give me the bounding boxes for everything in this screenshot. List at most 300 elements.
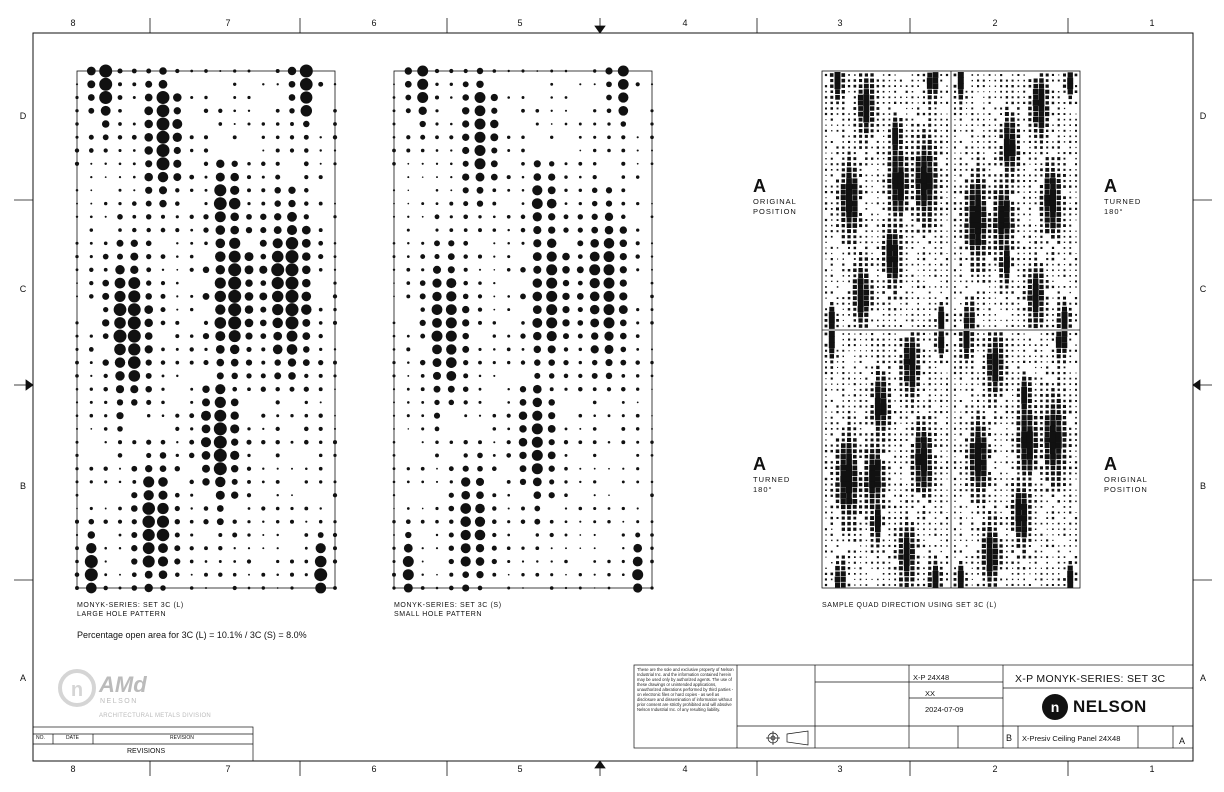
- perforation-hole: [590, 278, 600, 288]
- perforation-hole: [917, 85, 919, 87]
- perforation-hole: [1069, 383, 1071, 385]
- perforation-hole: [216, 491, 225, 500]
- perforation-hole: [853, 263, 856, 266]
- perforation-hole: [305, 521, 307, 523]
- perforation-hole: [976, 421, 980, 425]
- zone-row-d: D: [19, 111, 27, 121]
- perforation-hole: [899, 572, 902, 575]
- perforation-hole: [1051, 471, 1055, 475]
- perforation-hole: [1012, 579, 1013, 580]
- perforation-hole: [546, 317, 557, 328]
- perforation-hole: [406, 281, 410, 285]
- perforation-hole: [904, 532, 909, 537]
- perforation-hole: [1035, 247, 1037, 249]
- perforation-hole: [1022, 493, 1027, 498]
- perforation-hole: [104, 467, 108, 471]
- perforation-hole: [825, 119, 826, 120]
- perforation-hole: [636, 348, 639, 351]
- perforation-hole: [1064, 512, 1065, 513]
- perforation-hole: [1023, 356, 1025, 358]
- perforation-hole: [852, 201, 858, 207]
- perforation-hole: [899, 366, 903, 370]
- perforation-hole: [998, 228, 1004, 234]
- perforation-hole: [1011, 190, 1014, 193]
- perforation-hole: [975, 459, 981, 465]
- perforation-hole: [929, 253, 931, 255]
- perforation-hole: [859, 495, 862, 498]
- perforation-hole: [847, 229, 851, 233]
- perforation-hole: [475, 158, 486, 169]
- perforation-hole: [975, 454, 981, 460]
- perforation-hole: [954, 467, 956, 469]
- perforation-hole: [478, 307, 482, 311]
- perforation-hole: [1023, 102, 1025, 104]
- perforation-hole: [972, 534, 974, 536]
- perforation-hole: [1011, 185, 1013, 187]
- perforation-hole: [261, 162, 265, 166]
- perforation-hole: [927, 471, 932, 476]
- perforation-hole: [546, 278, 557, 289]
- perforation-hole: [1058, 584, 1060, 586]
- perforation-hole: [604, 317, 615, 328]
- perforation-hole: [940, 495, 942, 497]
- perforation-hole: [900, 303, 901, 304]
- perforation-hole: [1056, 432, 1062, 438]
- perforation-hole: [464, 453, 468, 457]
- perforation-hole: [882, 472, 886, 476]
- perforation-hole: [923, 350, 925, 352]
- perforation-hole: [143, 555, 155, 567]
- perforation-hole: [840, 476, 846, 482]
- perforation-hole: [446, 331, 457, 342]
- perforation-hole: [831, 186, 833, 188]
- perforation-hole: [118, 82, 122, 86]
- perforation-hole: [522, 189, 525, 192]
- perforation-hole: [894, 439, 896, 441]
- perforation-hole: [933, 72, 939, 78]
- perforation-hole: [407, 163, 409, 165]
- perforation-hole: [1046, 410, 1049, 413]
- perforation-hole: [1016, 510, 1022, 516]
- perforation-hole: [606, 373, 612, 379]
- perforation-hole: [435, 427, 440, 432]
- perforation-hole: [1076, 512, 1077, 513]
- perforation-hole: [976, 269, 980, 273]
- perforation-hole: [983, 394, 986, 397]
- perforation-hole: [977, 534, 979, 536]
- perforation-hole: [860, 333, 862, 335]
- perforation-hole: [1028, 382, 1032, 386]
- orientation-line1: ORIGINAL: [1104, 475, 1148, 484]
- perforation-hole: [960, 314, 963, 317]
- perforation-hole: [846, 460, 852, 466]
- perforation-hole: [462, 120, 469, 127]
- perforation-hole: [960, 529, 961, 530]
- perforation-hole: [977, 280, 979, 282]
- perforation-hole: [493, 361, 496, 364]
- perforation-hole: [947, 479, 948, 480]
- perforation-hole: [231, 465, 238, 472]
- perforation-hole: [987, 371, 992, 376]
- perforation-hole: [1023, 236, 1025, 238]
- perforation-hole: [1017, 146, 1020, 149]
- perforation-hole: [551, 123, 553, 125]
- perforation-hole: [842, 119, 844, 121]
- perforation-hole: [1041, 361, 1043, 363]
- perforation-hole: [871, 350, 873, 352]
- perforation-hole: [333, 215, 336, 218]
- perforation-hole: [994, 400, 997, 403]
- perforation-hole: [848, 91, 849, 92]
- perforation-hole: [1039, 89, 1045, 95]
- perforation-hole: [940, 511, 942, 513]
- perforation-hole: [854, 411, 855, 412]
- perforation-hole: [462, 107, 469, 114]
- perforation-hole: [883, 286, 885, 288]
- perforation-hole: [837, 350, 839, 352]
- perforation-hole: [934, 185, 938, 189]
- perforation-hole: [929, 113, 931, 115]
- perforation-hole: [894, 550, 897, 553]
- perforation-hole: [825, 445, 827, 447]
- perforation-hole: [881, 409, 887, 415]
- perforation-hole: [966, 472, 968, 474]
- perforation-hole: [946, 389, 948, 391]
- perforation-hole: [983, 124, 985, 126]
- perforation-hole: [1041, 339, 1043, 341]
- perforation-hole: [863, 100, 869, 106]
- perforation-hole: [247, 454, 250, 457]
- perforation-hole: [853, 505, 857, 509]
- perforation-hole: [608, 468, 610, 470]
- perforation-hole: [860, 400, 862, 402]
- perforation-hole: [407, 507, 410, 510]
- perforation-hole: [1069, 275, 1071, 277]
- perforation-hole: [144, 146, 152, 154]
- perforation-hole: [946, 303, 948, 305]
- perforation-hole: [1057, 349, 1062, 354]
- perforation-hole: [117, 254, 123, 260]
- perforation-hole: [1033, 112, 1038, 117]
- perforation-hole: [1029, 584, 1031, 586]
- perforation-hole: [906, 428, 908, 430]
- perforation-hole: [1029, 344, 1031, 346]
- perforation-hole: [831, 517, 834, 520]
- perforation-hole: [1052, 252, 1055, 255]
- perforation-hole: [507, 96, 510, 99]
- perforation-hole: [941, 270, 942, 271]
- perforation-hole: [479, 388, 482, 391]
- perforation-hole: [946, 180, 948, 182]
- perforation-hole: [535, 109, 539, 113]
- perforation-hole: [847, 157, 851, 161]
- perforation-hole: [898, 172, 904, 178]
- perforation-hole: [893, 201, 898, 206]
- perforation-hole: [988, 449, 992, 453]
- perforation-hole: [900, 102, 902, 104]
- perforation-hole: [1012, 344, 1014, 346]
- perforation-hole: [941, 478, 943, 480]
- perforation-hole: [1023, 350, 1025, 352]
- perforation-hole: [831, 412, 832, 413]
- perforation-hole: [1069, 185, 1071, 187]
- perforation-hole: [76, 534, 78, 536]
- perforation-hole: [276, 453, 280, 457]
- perforation-hole: [910, 393, 914, 397]
- perforation-hole: [904, 560, 910, 566]
- perforation-hole: [947, 114, 948, 115]
- perforation-hole: [1075, 214, 1076, 215]
- perforation-hole: [946, 556, 948, 558]
- perforation-hole: [1028, 112, 1031, 115]
- perforation-hole: [870, 296, 873, 299]
- perforation-hole: [519, 438, 528, 447]
- perforation-hole: [262, 481, 265, 484]
- perforation-hole: [214, 449, 227, 462]
- perforation-hole: [971, 130, 973, 132]
- perforation-hole: [982, 533, 985, 536]
- perforation-hole: [883, 573, 885, 575]
- perforation-hole: [888, 445, 890, 447]
- perforation-hole: [971, 438, 975, 442]
- perforation-hole: [1040, 394, 1043, 397]
- perforation-hole: [493, 282, 495, 284]
- perforation-hole: [837, 130, 839, 132]
- perforation-hole: [1028, 517, 1031, 520]
- perforation-hole: [546, 304, 557, 315]
- perforation-hole: [988, 349, 992, 353]
- perforation-hole: [864, 482, 869, 487]
- perforation-hole: [1023, 269, 1026, 272]
- perforation-hole: [521, 69, 524, 72]
- perforation-hole: [1058, 573, 1059, 574]
- perforation-hole: [954, 512, 956, 514]
- perforation-hole: [911, 444, 914, 447]
- perforation-hole: [276, 148, 280, 152]
- perforation-hole: [917, 258, 919, 260]
- large-pattern-caption: [77, 601, 184, 619]
- perforation-hole: [917, 523, 919, 525]
- perforation-hole: [76, 282, 78, 284]
- perforation-hole: [1046, 241, 1048, 243]
- perforation-hole: [929, 270, 930, 271]
- perforation-hole: [866, 562, 868, 564]
- perforation-hole: [89, 148, 94, 153]
- perforation-hole: [875, 471, 881, 477]
- quad-caption: SAMPLE QUAD DIRECTION USING SET 3C (L): [822, 602, 997, 609]
- perforation-hole: [994, 190, 998, 194]
- perforation-hole: [1028, 313, 1031, 316]
- perforation-hole: [871, 242, 873, 244]
- perforation-hole: [837, 389, 839, 391]
- perforation-hole: [276, 400, 280, 404]
- perforation-hole: [960, 107, 963, 110]
- perforation-hole: [319, 334, 323, 338]
- perforation-hole: [825, 259, 826, 260]
- perforation-hole: [959, 213, 962, 216]
- perforation-hole: [946, 208, 948, 210]
- perforation-hole: [923, 258, 925, 260]
- perforation-hole: [917, 529, 919, 531]
- rev-col-date: DATE: [66, 735, 79, 741]
- perforation-hole: [923, 308, 925, 310]
- perforation-hole: [305, 467, 308, 470]
- perforation-hole: [960, 158, 962, 160]
- perforation-hole: [889, 523, 891, 525]
- perforation-hole: [1064, 584, 1066, 586]
- perforation-hole: [941, 203, 943, 205]
- perforation-hole: [520, 465, 527, 472]
- perforation-hole: [969, 217, 975, 223]
- perforation-hole: [900, 423, 901, 424]
- perforation-hole: [859, 196, 862, 199]
- perforation-hole: [1023, 291, 1026, 294]
- perforation-hole: [159, 570, 168, 579]
- perforation-hole: [591, 227, 598, 234]
- perforation-hole: [921, 471, 927, 477]
- perforation-hole: [923, 523, 925, 525]
- perforation-hole: [928, 230, 931, 233]
- perforation-hole: [825, 247, 826, 248]
- perforation-hole: [76, 203, 78, 205]
- perforation-hole: [912, 236, 914, 238]
- perforation-hole: [1057, 157, 1060, 160]
- perforation-hole: [877, 158, 879, 160]
- perforation-hole: [117, 426, 123, 432]
- perforation-hole: [923, 517, 926, 520]
- perforation-hole: [128, 290, 140, 302]
- perforation-hole: [894, 495, 896, 497]
- perforation-hole: [875, 510, 881, 516]
- perforation-hole: [247, 96, 250, 99]
- perforation-hole: [954, 478, 956, 480]
- perforation-hole: [1029, 197, 1031, 199]
- perforation-hole: [927, 443, 932, 448]
- perforation-hole: [940, 489, 942, 491]
- perforation-hole: [1046, 135, 1049, 138]
- perforation-hole: [1033, 100, 1039, 106]
- perforation-hole: [825, 534, 826, 535]
- perforation-hole: [216, 345, 225, 354]
- perforation-hole: [916, 190, 921, 195]
- perforation-hole: [1050, 217, 1055, 222]
- perforation-hole: [1058, 107, 1060, 109]
- perforation-hole: [960, 540, 961, 541]
- perforation-hole: [304, 214, 309, 219]
- perforation-hole: [1034, 324, 1038, 328]
- perforation-hole: [214, 184, 226, 196]
- perforation-hole: [854, 334, 855, 335]
- perforation-hole: [916, 421, 920, 425]
- perforation-hole: [175, 427, 179, 431]
- perforation-hole: [562, 306, 569, 313]
- perforation-hole: [593, 175, 597, 179]
- perforation-hole: [190, 507, 192, 509]
- perforation-hole: [90, 228, 93, 231]
- perforation-hole: [977, 125, 978, 126]
- perforation-hole: [1069, 333, 1071, 335]
- perforation-hole: [75, 96, 78, 99]
- perforation-hole: [970, 460, 975, 465]
- perforation-hole: [1012, 539, 1014, 541]
- perforation-hole: [1029, 214, 1031, 216]
- perforation-hole: [533, 252, 542, 261]
- perforation-hole: [865, 433, 867, 435]
- perforation-hole: [888, 450, 890, 452]
- perforation-hole: [842, 84, 846, 88]
- perforation-hole: [842, 439, 845, 442]
- perforation-hole: [246, 373, 251, 378]
- perforation-hole: [975, 432, 980, 437]
- perforation-hole: [90, 480, 93, 483]
- perforation-hole: [579, 348, 582, 351]
- perforation-hole: [1075, 456, 1076, 457]
- perforation-hole: [1062, 323, 1068, 329]
- perforation-hole: [848, 291, 851, 294]
- perforation-hole: [927, 83, 933, 89]
- perforation-hole: [478, 255, 482, 259]
- perforation-hole: [606, 187, 612, 193]
- perforation-hole: [564, 189, 567, 192]
- perforation-hole: [993, 544, 998, 549]
- perforation-hole: [286, 237, 298, 249]
- perforation-hole: [287, 344, 298, 355]
- perforation-hole: [1011, 511, 1014, 514]
- perforation-hole: [1040, 422, 1042, 424]
- perforation-hole: [1012, 406, 1014, 408]
- perforation-hole: [882, 303, 884, 305]
- perforation-hole: [837, 314, 839, 316]
- perforation-hole: [1040, 140, 1043, 143]
- perforation-hole: [988, 213, 991, 216]
- perforation-hole: [959, 101, 962, 104]
- perforation-hole: [854, 417, 856, 419]
- perforation-hole: [852, 189, 857, 194]
- perforation-hole: [966, 372, 968, 374]
- perforation-hole: [947, 253, 948, 254]
- perforation-hole: [971, 91, 973, 93]
- perforation-hole: [940, 219, 942, 221]
- perforation-hole: [175, 361, 179, 365]
- perforation-hole: [900, 434, 902, 436]
- perforation-hole: [836, 472, 839, 475]
- perforation-hole: [929, 333, 930, 334]
- perforation-hole: [965, 179, 968, 182]
- perforation-hole: [128, 370, 140, 382]
- perforation-hole: [1063, 416, 1066, 419]
- perforation-hole: [935, 303, 937, 305]
- perforation-hole: [906, 417, 908, 419]
- perforation-hole: [848, 372, 849, 373]
- perforation-hole: [911, 225, 913, 227]
- perforation-hole: [1050, 426, 1056, 432]
- perforation-hole: [977, 85, 979, 87]
- perforation-hole: [1046, 389, 1048, 391]
- perforation-hole: [983, 361, 985, 363]
- perforation-hole: [899, 544, 903, 548]
- perforation-hole: [954, 484, 956, 486]
- perforation-hole: [1046, 501, 1048, 503]
- perforation-hole: [421, 481, 424, 484]
- perforation-hole: [406, 294, 410, 298]
- perforation-hole: [954, 501, 955, 502]
- perforation-hole: [843, 141, 845, 143]
- perforation-hole: [260, 307, 266, 313]
- perforation-hole: [960, 264, 962, 266]
- perforation-hole: [261, 188, 265, 192]
- perforation-hole: [1017, 141, 1020, 144]
- perforation-hole: [854, 383, 856, 385]
